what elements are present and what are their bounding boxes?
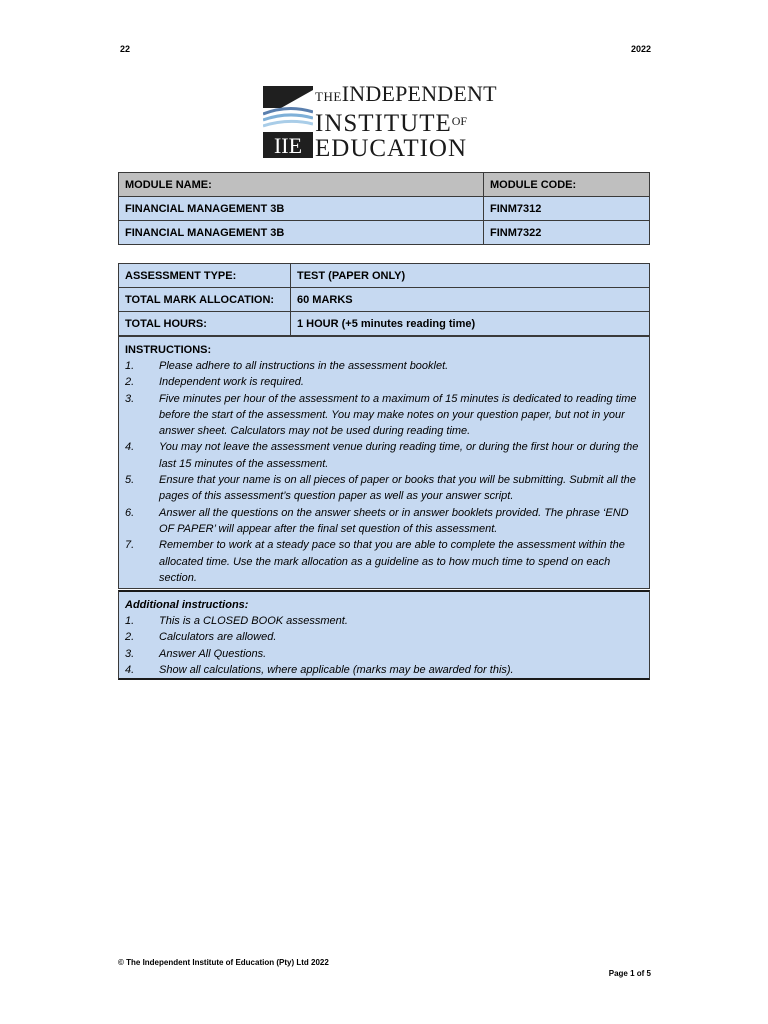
logo-badge-text: IIE [273,133,303,158]
module-code-cell: FINM7312 [484,197,650,221]
logo-line-2: INSTITUTE [315,110,452,137]
logo-of: OF [451,114,468,128]
list-item: 7. Remember to work at a steady pace so that you are able to complete the assessment within the allocated time. Use the mark allocation as a guideline as to how much time to spend on each section. [125,539,625,584]
table-row [119,264,650,288]
list-item: 6. Answer all the questions on the answer sheets or in answer booklets provided. The phrase ‘END OF PAPER’ will appear after the final set question of this assessment. [125,506,629,535]
iie-logo-emblem-icon [263,86,313,158]
module-code-header: MODULE CODE: [484,173,650,197]
total-mark-label: TOTAL MARK ALLOCATION: [119,288,291,312]
header-page-number: 22 [120,44,131,54]
module-code-cell: FINM7322 [484,221,650,245]
instructions-heading: INSTRUCTIONS: [125,344,212,356]
module-name-cell: FINANCIAL MANAGEMENT 3B [119,221,484,245]
additional-instructions-heading: Additional instructions: [125,599,249,611]
module-table [118,172,650,245]
table-row [119,221,650,245]
list-item: 1. Please adhere to all instructions in the assessment booklet. [125,360,449,372]
module-name-header: MODULE NAME: [119,173,484,197]
module-name-cell: FINANCIAL MANAGEMENT 3B [119,197,484,221]
footer-page-number: Page 1 of 5 [608,969,651,978]
table-row [119,312,650,336]
list-item: 1. This is a CLOSED BOOK assessment. [125,615,348,627]
module-table-header [119,173,650,197]
logo-the: THE [315,89,342,104]
list-item: 4. Show all calculations, where applicable (marks may be awarded for this). [125,663,514,676]
assessment-type-value: TEST (PAPER ONLY) [291,264,650,288]
logo-line-1: INDEPENDENT [341,81,497,106]
list-item: 3. Answer All Questions. [125,647,267,660]
assessment-type-label: ASSESSMENT TYPE: [119,264,291,288]
header-year: 2022 [630,44,651,54]
total-hours-label: TOTAL HOURS: [119,312,291,336]
list-item: 5. Ensure that your name is on all pieces of paper or books that you will be submitting. Submit all the pages of this assessment’s question paper as well as your answer script. [125,474,636,503]
instructions-box [118,336,650,589]
total-mark-value: 60 MARKS [291,288,650,312]
iie-logo [263,81,507,162]
list-item: 3. Five minutes per hour of the assessment to a maximum of 15 minutes is dedicated to reading time before the start of the assessment. You may make notes on your question paper, but not in your answer sheet. Calculators may not be used during reading time. [125,392,637,438]
additional-instructions-box [118,590,650,680]
footer-copyright: © The Independent Institute of Education (Pty) Ltd 2022 [118,958,329,967]
list-item: 2. Independent work is required. [125,376,304,389]
table-row [119,288,650,312]
list-item: 2. Calculators are allowed. [125,631,277,644]
assessment-table [118,263,650,336]
table-row [119,197,650,221]
total-hours-value: 1 HOUR (+5 minutes reading time) [291,312,650,336]
list-item: 4. You may not leave the assessment venue during reading time, or during the first hour or during the last 15 minutes of the assessment. [125,441,639,470]
logo-line-3: EDUCATION [315,135,468,162]
